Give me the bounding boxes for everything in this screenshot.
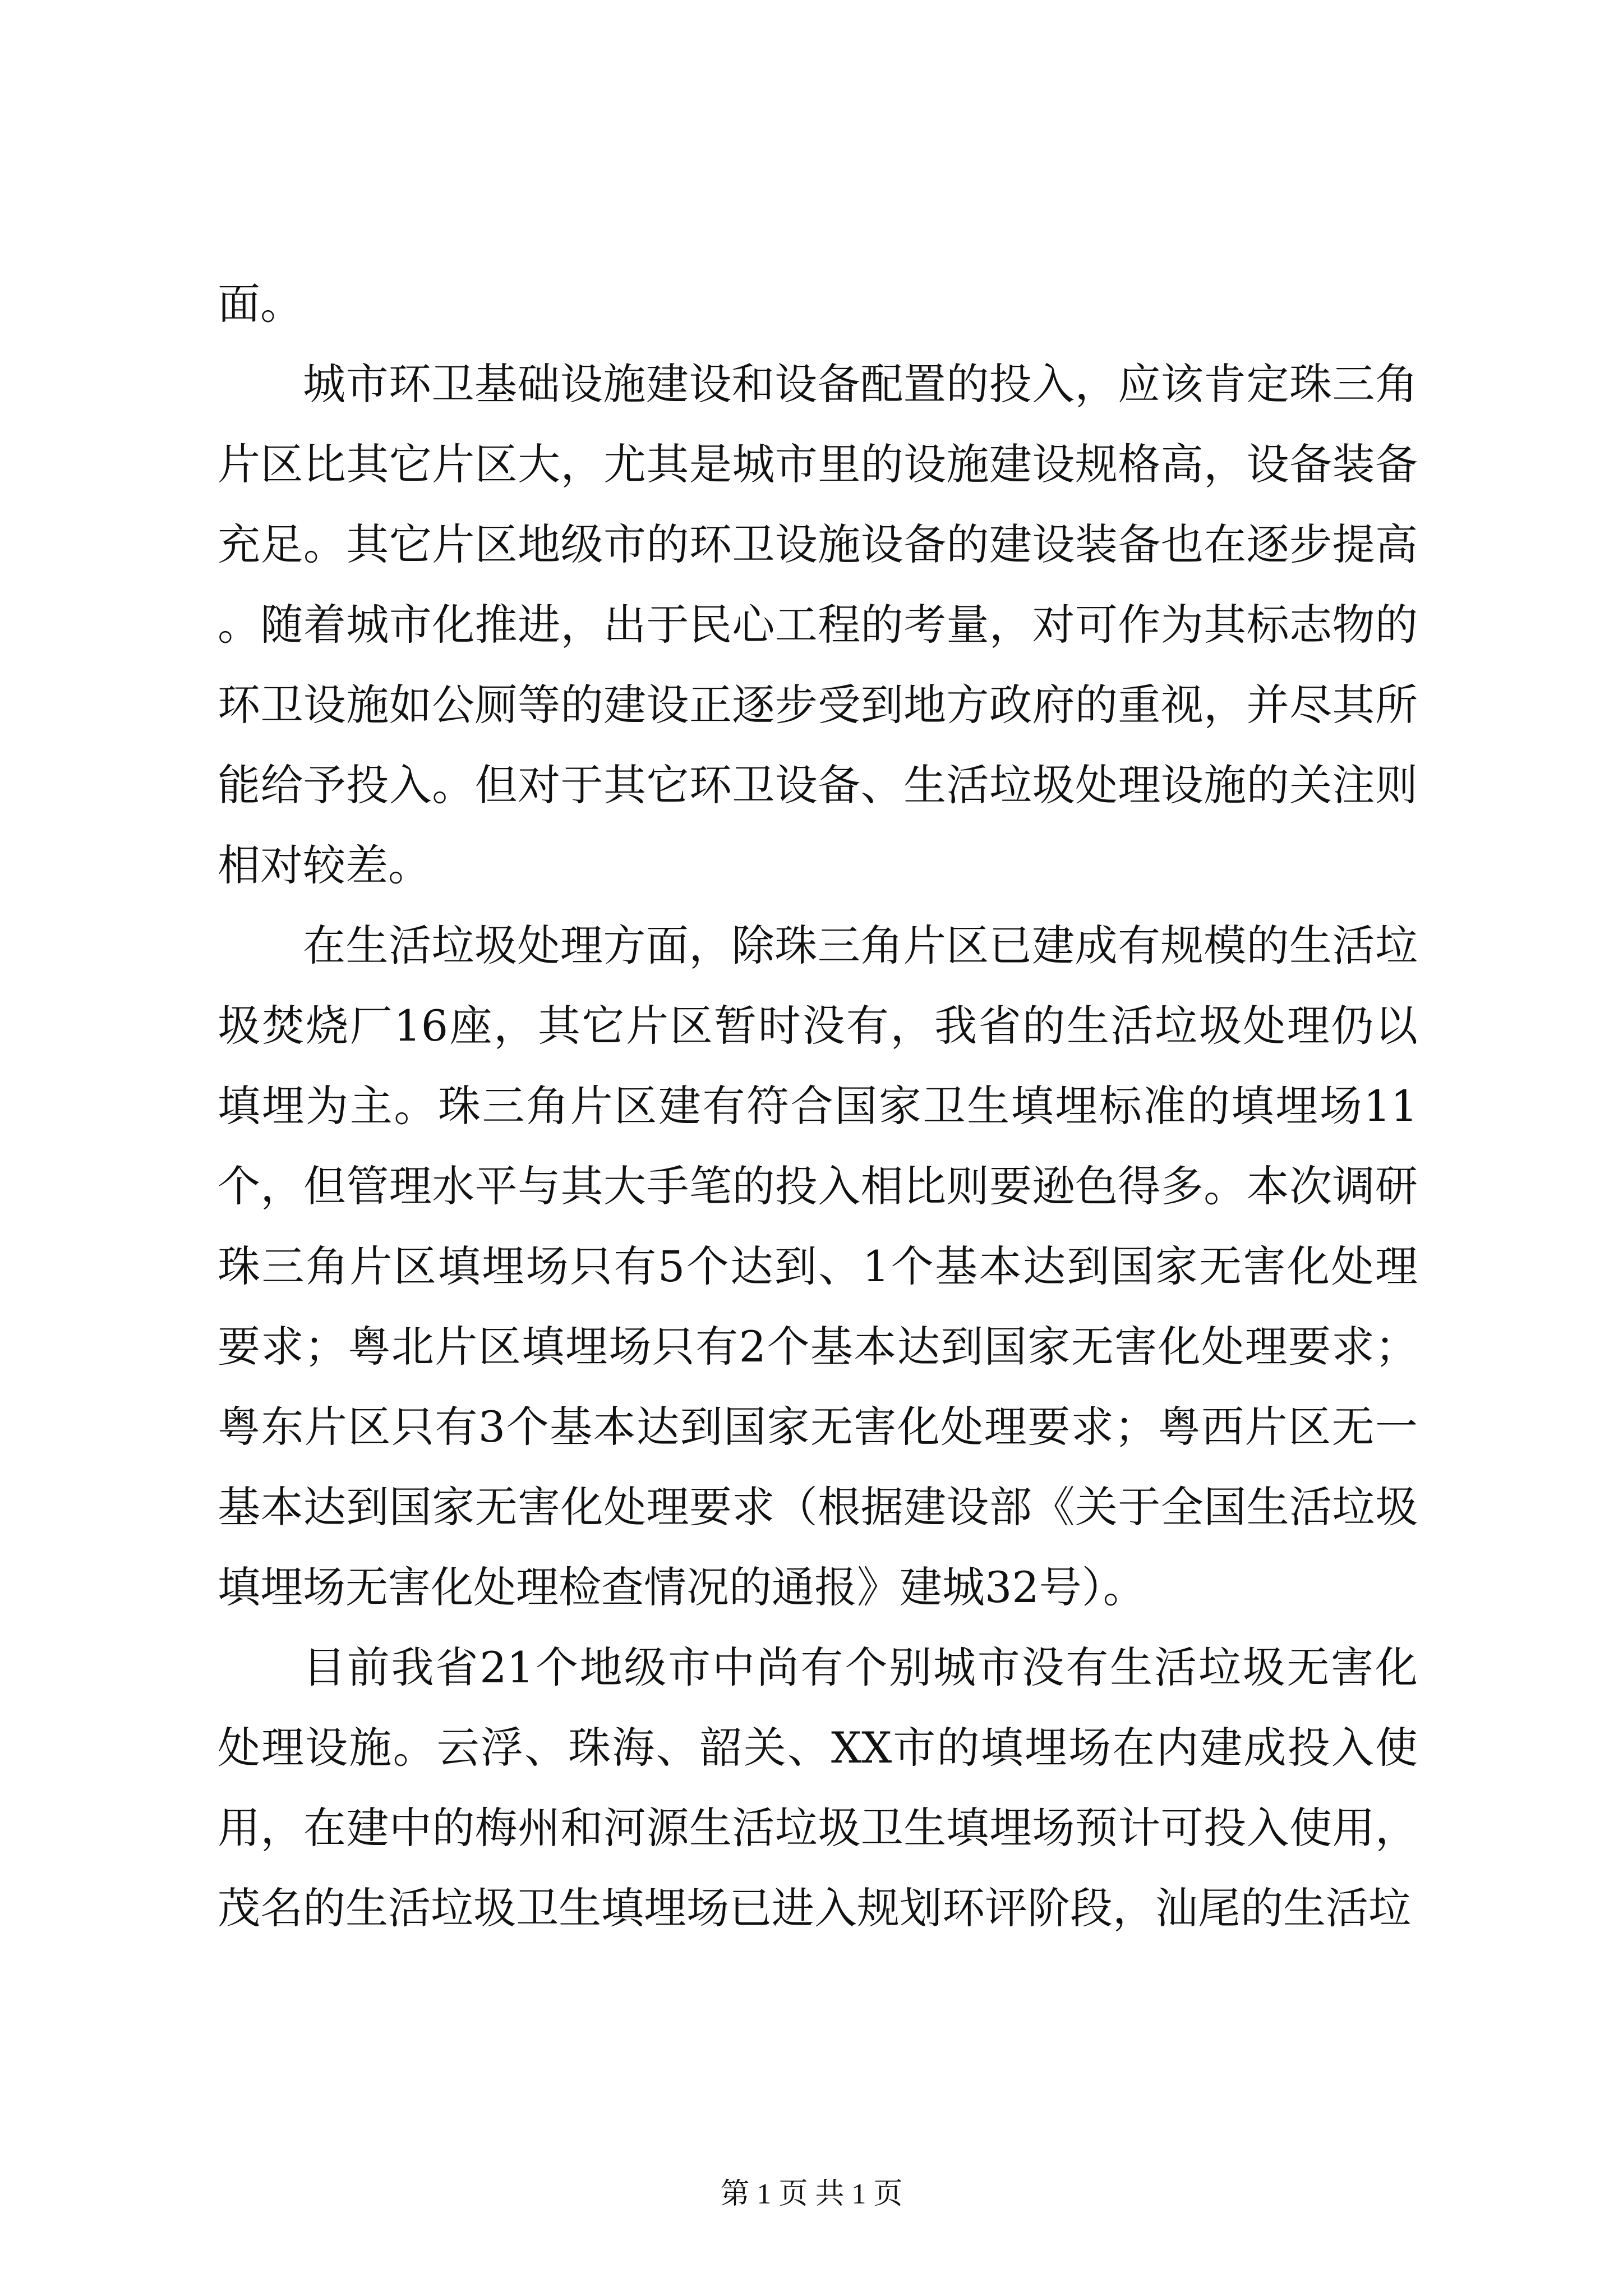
page-footer: 第 1 页 共 1 页 bbox=[720, 2178, 903, 2210]
paragraph-prefecture-facilities: 目前我省21个地级市中尚有个别城市没有生活垃圾无害化处理设施。云浮、珠海、韶关、XX市的填埋场在内建成投入使用，在建中的梅州和河源生活垃圾卫生填埋场预计可投入使用，茂名的生活垃圾卫生填埋场已进入规划环评阶段，汕尾的生活垃 bbox=[218, 1642, 1418, 1933]
document-body bbox=[218, 264, 1418, 1948]
paragraph-sanitation-investment: 城市环卫基础设施建设和设备配置的投入，应该肯定珠三角片区比其它片区大，尤其是城市里的设施建设规格高，设备装备充足。其它片区地级市的环卫设施设备的建设装备也在逐步提高。随着城市化推进，出于民心工程的考量，对可作为其标志物的环卫设施如公厕等的建设正逐步受到地方政府的重视，并尽其所能给予投入。但对于其它环卫设备、生活垃圾处理设施的关注则相对较差。 bbox=[218, 359, 1418, 890]
paragraph-continuation: 面。 bbox=[218, 279, 303, 329]
paragraph-waste-treatment: 在生活垃圾处理方面，除珠三角片区已建成有规模的生活垃圾焚烧厂16座，其它片区暂时没有，我省的生活垃圾处理仍以填埋为主。珠三角片区建有符合国家卫生填埋标准的填埋场11个，但管理水平与其大手笔的投入相比则要逊色得多。本次调研珠三角片区填埋场只有5个达到、1个基本达到国家无害化处理要求；粤北片区填埋场只有2个基本达到国家无害化处理要求；粤东片区只有3个基本达到国家无害化处理要求；粤西片区无一基本达到国家无害化处理要求（根据建设部《关于全国生活垃圾填埋场无害化处理检查情况的通报》建城32号）。 bbox=[218, 921, 1418, 1612]
